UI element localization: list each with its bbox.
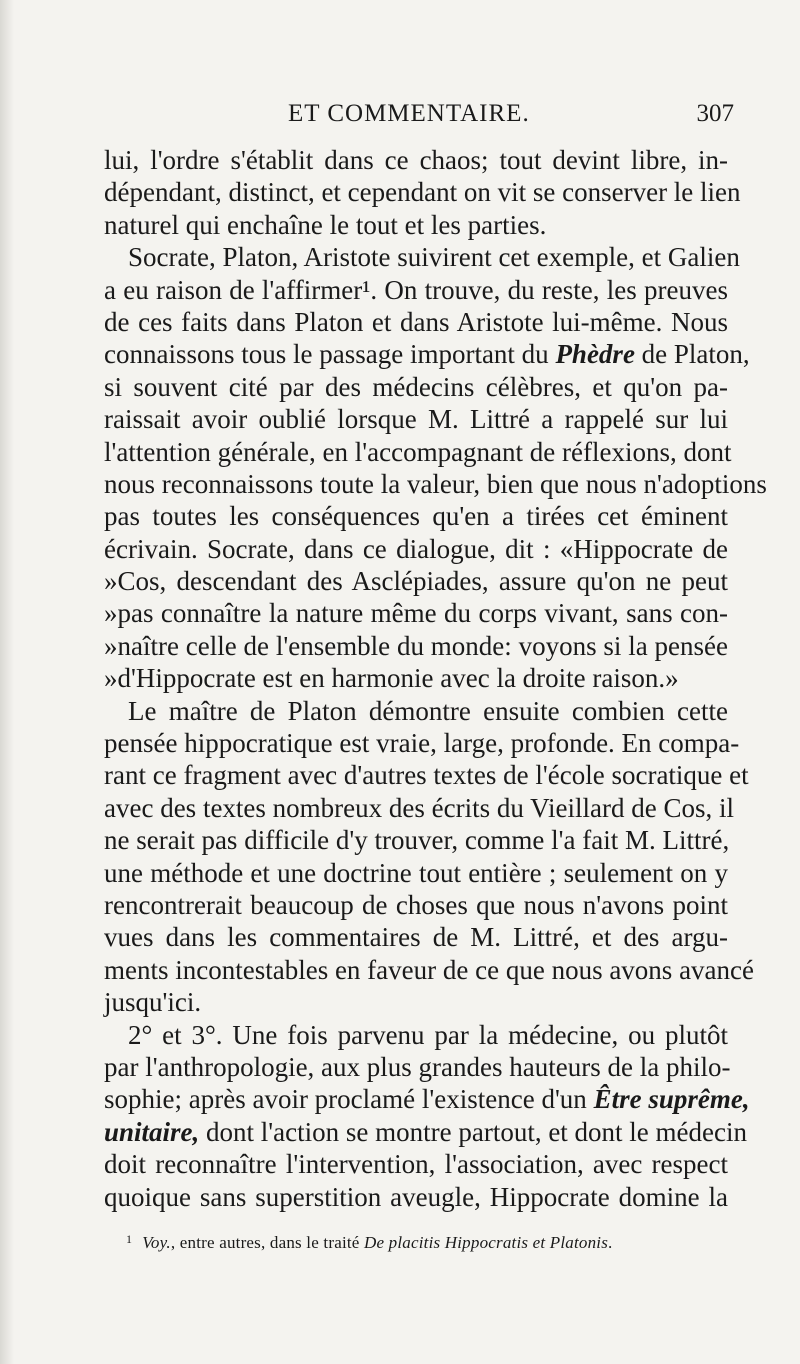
text-line: rencontrerait beaucoup de choses que nous n'avons point bbox=[104, 889, 728, 920]
footnote-abbrev: Voy. bbox=[142, 1233, 171, 1252]
text-line: nous reconnaissons toute la valeur, bien que nous n'adoptions bbox=[104, 468, 767, 499]
page-edge-shadow bbox=[0, 0, 14, 1364]
text-line: pensée hippocratique est vraie, large, profonde. En compa- bbox=[104, 728, 740, 759]
text-line: »naître celle de l'ensemble du monde: voyons si la pensée bbox=[104, 630, 728, 661]
text-line: écrivain. Socrate, dans ce dialogue, dit : «Hippocrate de bbox=[104, 533, 728, 564]
text-line: ne serait pas difficile d'y trouver, comme l'a fait M. Littré, bbox=[104, 825, 730, 856]
text-line: connaissons tous le passage important du Phèdre de Platon, bbox=[104, 339, 750, 370]
text-line: 2° et 3°. Une fois parvenu par la médecine, ou plutôt bbox=[128, 1019, 728, 1050]
body-text bbox=[104, 144, 767, 1213]
text-line: raissait avoir oublié lorsque M. Littré a rappelé sur lui bbox=[104, 404, 728, 435]
footnote-mark: 1 bbox=[126, 1232, 133, 1246]
text-line: »d'Hippocrate est en harmonie avec la droite raison.» bbox=[104, 663, 679, 694]
text-line: par l'anthropologie, aux plus grandes hauteurs de la philo- bbox=[104, 1051, 731, 1082]
text-line: naturel qui enchaîne le tout et les parties. bbox=[104, 209, 547, 240]
text-line: »pas connaître la nature même du corps vivant, sans con- bbox=[104, 598, 728, 629]
emphasis: Phèdre bbox=[555, 339, 635, 370]
emphasis: Être suprême, bbox=[593, 1084, 750, 1115]
footnote bbox=[126, 1232, 706, 1253]
text-line: Socrate, Platon, Aristote suivirent cet exemple, et Galien bbox=[128, 242, 740, 273]
text-line: vues dans les commentaires de M. Littré, et des argu- bbox=[104, 922, 728, 953]
text-line: rant ce fragment avec d'autres textes de l'école socratique et bbox=[104, 760, 749, 791]
text-line: l'attention générale, en l'accompagnant de réflexions, dont bbox=[104, 436, 732, 467]
text-line: a eu raison de l'affirmer¹. On trouve, du reste, les preuves bbox=[104, 274, 728, 305]
text-line: doit reconnaître l'intervention, l'association, avec respect bbox=[104, 1149, 728, 1180]
text-line: ments incontestables en faveur de ce que nous avons avancé bbox=[104, 954, 755, 985]
running-title: ET COMMENTAIRE. bbox=[288, 100, 530, 127]
text-line: pas toutes les conséquences qu'en a tirées cet éminent bbox=[104, 501, 728, 532]
text-line: lui, l'ordre s'établit dans ce chaos; tout devint libre, in- bbox=[104, 145, 728, 175]
text-line: si souvent cité par des médecins célèbres, et qu'on pa- bbox=[104, 371, 728, 402]
text-line: jusqu'ici. bbox=[104, 987, 202, 1018]
text-line: avec des textes nombreux des écrits du Vieillard de Cos, il bbox=[104, 792, 734, 823]
text-line: Le maître de Platon démontre ensuite combien cette bbox=[128, 695, 728, 726]
page-number: 307 bbox=[696, 100, 734, 127]
text-line: »Cos, descendant des Asclépiades, assure qu'on ne peut bbox=[104, 566, 728, 597]
text-line: de ces faits dans Platon et dans Aristote lui-même. Nous bbox=[104, 306, 728, 337]
text-line: dépendant, distinct, et cependant on vit se conserver le lien bbox=[104, 177, 741, 208]
text-line: une méthode et une doctrine tout entière ; seulement on y bbox=[104, 857, 728, 888]
footnote-text: , entre autres, dans le traité bbox=[170, 1233, 364, 1252]
text-line: quoique sans superstition aveugle, Hippocrate domine la bbox=[104, 1181, 728, 1212]
text-line: sophie; après avoir proclamé l'existence d'un Être suprême, bbox=[104, 1084, 750, 1115]
footnote-title: De placitis Hippocratis et Platonis bbox=[364, 1233, 609, 1252]
footnote-end: . bbox=[608, 1233, 613, 1252]
running-head bbox=[104, 100, 734, 136]
emphasis: unitaire, bbox=[104, 1116, 200, 1147]
text-line: unitaire, dont l'action se montre partout, et dont le médecin bbox=[104, 1116, 747, 1147]
